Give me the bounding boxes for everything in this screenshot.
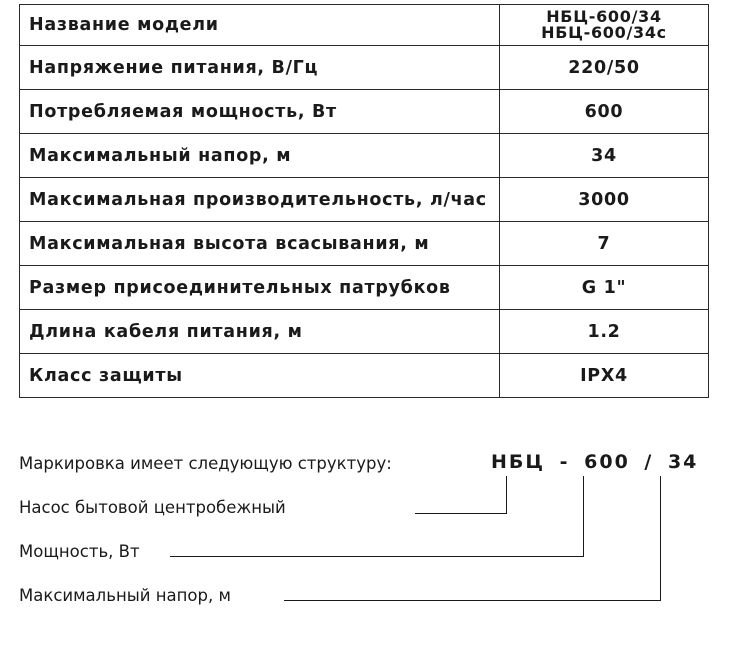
row-label: Максимальная производительность, л/час — [20, 178, 500, 222]
row-label: Максимальная высота всасывания, м — [20, 222, 500, 266]
marking-structure-label: Маркировка имеет следующую структуру: — [19, 454, 392, 473]
row-label: Размер присоединительных патрубков — [20, 266, 500, 310]
marking-code: НБЦ - 600 / 34 — [491, 451, 699, 473]
table-row — [20, 178, 709, 222]
legend-power: Мощность, Вт — [19, 542, 140, 561]
table-header-row — [20, 5, 709, 46]
table-row — [20, 222, 709, 266]
row-value: 7 — [500, 222, 709, 266]
spec-table — [19, 4, 709, 398]
row-value: IPX4 — [500, 354, 709, 398]
row-value: 220/50 — [500, 46, 709, 90]
model-name-label: Название модели — [20, 5, 500, 46]
table-row — [20, 134, 709, 178]
model-name-value — [500, 5, 709, 46]
leader-line-max-head-h — [284, 600, 661, 601]
row-value: 3000 — [500, 178, 709, 222]
table-row — [20, 90, 709, 134]
legend-max-head: Максимальный напор, м — [19, 586, 231, 605]
table-row — [20, 310, 709, 354]
legend-pump-type: Насос бытовой центробежный — [19, 498, 286, 517]
row-label: Максимальный напор, м — [20, 134, 500, 178]
row-label: Длина кабеля питания, м — [20, 310, 500, 354]
model-name-2: НБЦ-600/34с — [541, 23, 667, 42]
leader-line-power-v — [583, 476, 584, 557]
row-value: G 1" — [500, 266, 709, 310]
leader-line-max-head-v — [660, 476, 661, 601]
row-label: Класс защиты — [20, 354, 500, 398]
row-label: Напряжение питания, В/Гц — [20, 46, 500, 90]
table-row — [20, 46, 709, 90]
table-row — [20, 266, 709, 310]
leader-line-power-h — [170, 556, 584, 557]
leader-line-pump-type-h — [415, 513, 507, 514]
row-value: 1.2 — [500, 310, 709, 354]
row-value: 600 — [500, 90, 709, 134]
row-value: 34 — [500, 134, 709, 178]
model-name-1: НБЦ-600/34 — [546, 7, 662, 26]
leader-line-pump-type-v — [506, 476, 507, 514]
row-label: Потребляемая мощность, Вт — [20, 90, 500, 134]
table-row — [20, 354, 709, 398]
